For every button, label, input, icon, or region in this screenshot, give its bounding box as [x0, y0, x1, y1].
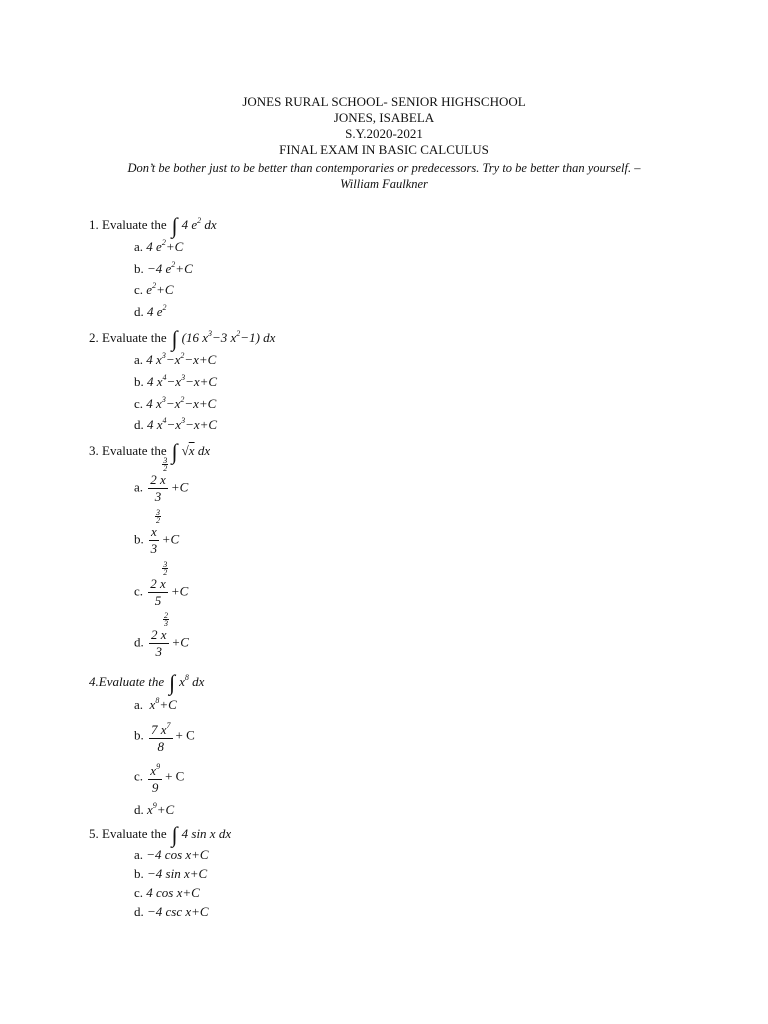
question-1 — [89, 209, 217, 238]
q1-option-c[interactable]: c. $e^2+C$ — [134, 281, 174, 297]
q1-option-b[interactable]: b. −4 $e^2+C$ — [134, 260, 193, 276]
question-2-prompt: 2. Evaluate the — [89, 330, 167, 345]
q2-option-c[interactable]: c. 4 $x^3-x^2-x+C$ — [134, 395, 217, 411]
question-4-prompt: 4.Evaluate the — [89, 674, 165, 689]
school-name: JONES RURAL SCHOOL- SENIOR HIGHSCHOOL — [242, 94, 526, 109]
question-4-expression: ∫ $x^8$ dx — [169, 670, 205, 695]
q5-option-b[interactable]: b. −4 sin x+C — [134, 866, 208, 881]
q4-option-b[interactable]: b. $\frac{7 x^7}{8}$ + C — [134, 718, 195, 755]
q3-option-a[interactable]: a. 2 x 3 2 3 +C — [134, 456, 189, 504]
q2-option-d[interactable]: d. 4 $x^4-x^3-x+C$ — [134, 416, 218, 432]
q2-option-b[interactable]: b. 4 $x^4-x^3-x+C$ — [134, 373, 218, 389]
q5-option-a[interactable]: a. −4 cos x+C — [134, 847, 209, 862]
q2-option-a[interactable]: a. 4 $x^3-x^2-x+C$ — [134, 351, 217, 367]
quote-line: Don’t be bother just to be better than contemporaries or predecessors. Try to be better than yourself. – — [127, 161, 641, 175]
question-5-prompt: 5. Evaluate the — [89, 826, 167, 841]
question-3-prompt: 3. Evaluate the — [89, 443, 167, 458]
question-1-expression: ∫ 4 $e^2$ dx — [171, 213, 217, 238]
question-5-expression: ∫ 4 sin x dx — [171, 822, 232, 847]
exam-title: FINAL EXAM IN BASIC CALCULUS — [279, 142, 489, 157]
question-5 — [89, 818, 232, 847]
q4-option-d[interactable]: d. $x^9+C$ — [134, 801, 175, 817]
student-name: JONES, ISABELA — [333, 110, 435, 125]
question-2-expression: ∫ (16 $x^3-3$ $x^2-1$) dx — [171, 326, 276, 351]
q3-option-b[interactable]: b. x 3 2 3 +C — [134, 508, 180, 556]
question-1-prompt: 1. Evaluate the — [89, 217, 167, 232]
q3-option-c[interactable]: c. 2 x 3 2 5 +C — [134, 560, 189, 608]
q3-option-d[interactable]: d. 2 x 2 3 3 +C — [134, 611, 189, 659]
question-3 — [89, 435, 211, 464]
school-year: S.Y.2020-2021 — [345, 126, 423, 141]
q4-option-c[interactable]: c. $\frac{x^9}{9}$ + C — [134, 759, 184, 796]
q1-option-a[interactable]: a. 4 $e^2+C$ — [134, 238, 184, 254]
q4-option-a[interactable]: a. $x^8+C$ — [134, 696, 177, 712]
question-2 — [89, 322, 276, 351]
quote-author: William Faulkner — [340, 177, 428, 191]
question-3-expression: ∫ √x dx — [171, 439, 211, 464]
q5-option-c[interactable]: c. 4 cos x+C — [134, 885, 200, 900]
q5-option-d[interactable]: d. −4 csc x+C — [134, 904, 209, 919]
question-4 — [89, 666, 205, 695]
q1-option-d[interactable]: d. 4 $e^2$ — [134, 303, 167, 319]
